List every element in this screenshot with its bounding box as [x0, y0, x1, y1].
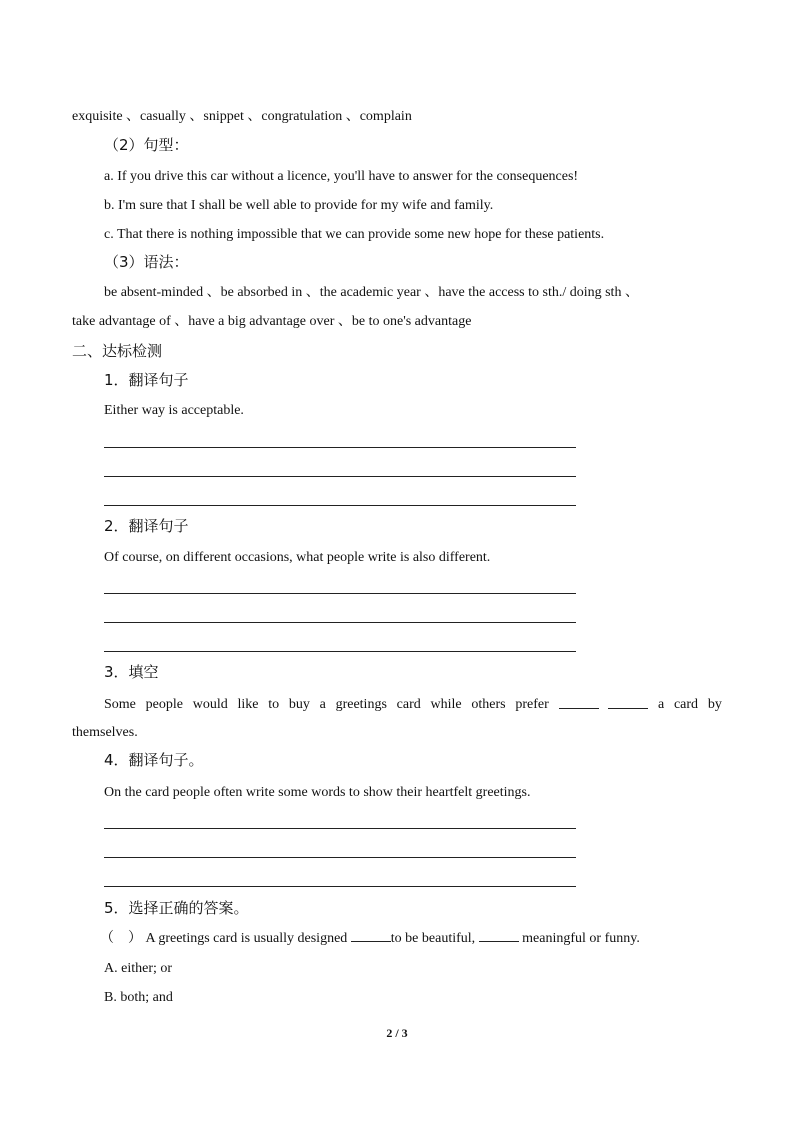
sentence-patterns-heading: （2）句型：: [104, 136, 189, 154]
q4-heading: 4．翻译句子。: [104, 751, 204, 769]
q5-stem-part: A greetings card is usually designed: [145, 931, 348, 946]
q5-stem: [100, 929, 640, 948]
answer-line[interactable]: [104, 593, 576, 594]
q3-word: buy: [288, 697, 310, 712]
q3-word: a: [658, 697, 665, 712]
q3-heading: 3．填空: [104, 663, 159, 681]
q5-heading: 5．选择正确的答案。: [104, 899, 249, 917]
answer-line[interactable]: [104, 505, 576, 506]
q3-sentence: [104, 696, 722, 714]
sentence-b: b. I'm sure that I shall be well able to provide for my wife and family.: [104, 198, 494, 213]
grammar-line-2: take advantage of 、have a big advantage over 、be to one's advantage: [72, 314, 472, 329]
grammar-heading: （3）语法：: [104, 253, 189, 271]
q3-word: while: [430, 697, 462, 712]
fill-blank[interactable]: [608, 696, 648, 709]
option-a: A. either; or: [104, 961, 173, 976]
answer-line[interactable]: [104, 651, 576, 652]
q3-word: others: [471, 697, 506, 712]
page-number: 2 / 3: [386, 1026, 408, 1040]
q4-text: On the card people often write some words to show their heartfelt greetings.: [104, 785, 531, 800]
option-b: B. both; and: [104, 990, 173, 1005]
answer-line[interactable]: [104, 857, 576, 858]
q3-line-2: themselves.: [72, 725, 138, 740]
fill-blank[interactable]: [559, 696, 599, 709]
q3-word: Some: [104, 697, 136, 712]
q3-word: a: [319, 697, 326, 712]
q3-word: greetings: [335, 697, 387, 712]
section-heading: 二、达标检测: [72, 342, 163, 360]
fill-blank[interactable]: [351, 929, 391, 942]
answer-line[interactable]: [104, 886, 576, 887]
answer-line[interactable]: [104, 476, 576, 477]
sentence-c: c. That there is nothing impossible that we can provide some new hope for these patients.: [104, 227, 605, 242]
q3-word: to: [268, 697, 280, 712]
vocab-line: exquisite 、casually 、snippet 、congratulation 、complain: [72, 109, 412, 124]
q2-text: Of course, on different occasions, what people write is also different.: [104, 550, 491, 565]
q3-word: card: [396, 697, 421, 712]
q3-word: people: [145, 697, 183, 712]
sentence-a: a. If you drive this car without a licence, you'll have to answer for the consequences!: [104, 169, 579, 184]
q5-stem-part: meaningful or funny.: [522, 931, 640, 946]
q3-word: like: [237, 697, 259, 712]
grammar-line-1: be absent-minded 、be absorbed in 、the academic year 、have the access to sth./ doing sth 、: [104, 285, 639, 300]
answer-line[interactable]: [104, 828, 576, 829]
q3-word: by: [707, 697, 722, 712]
q3-word: would: [192, 697, 228, 712]
q5-stem-part: to be beautiful,: [390, 931, 476, 946]
q2-heading: 2．翻译句子: [104, 517, 189, 535]
fill-blank[interactable]: [479, 929, 519, 942]
answer-line[interactable]: [104, 622, 576, 623]
answer-paren[interactable]: （ ）: [100, 931, 142, 946]
q1-heading: 1．翻译句子: [104, 371, 189, 389]
q3-word: prefer: [515, 697, 549, 712]
q3-word: card: [673, 697, 699, 712]
q1-text: Either way is acceptable.: [104, 403, 244, 418]
answer-line[interactable]: [104, 447, 576, 448]
